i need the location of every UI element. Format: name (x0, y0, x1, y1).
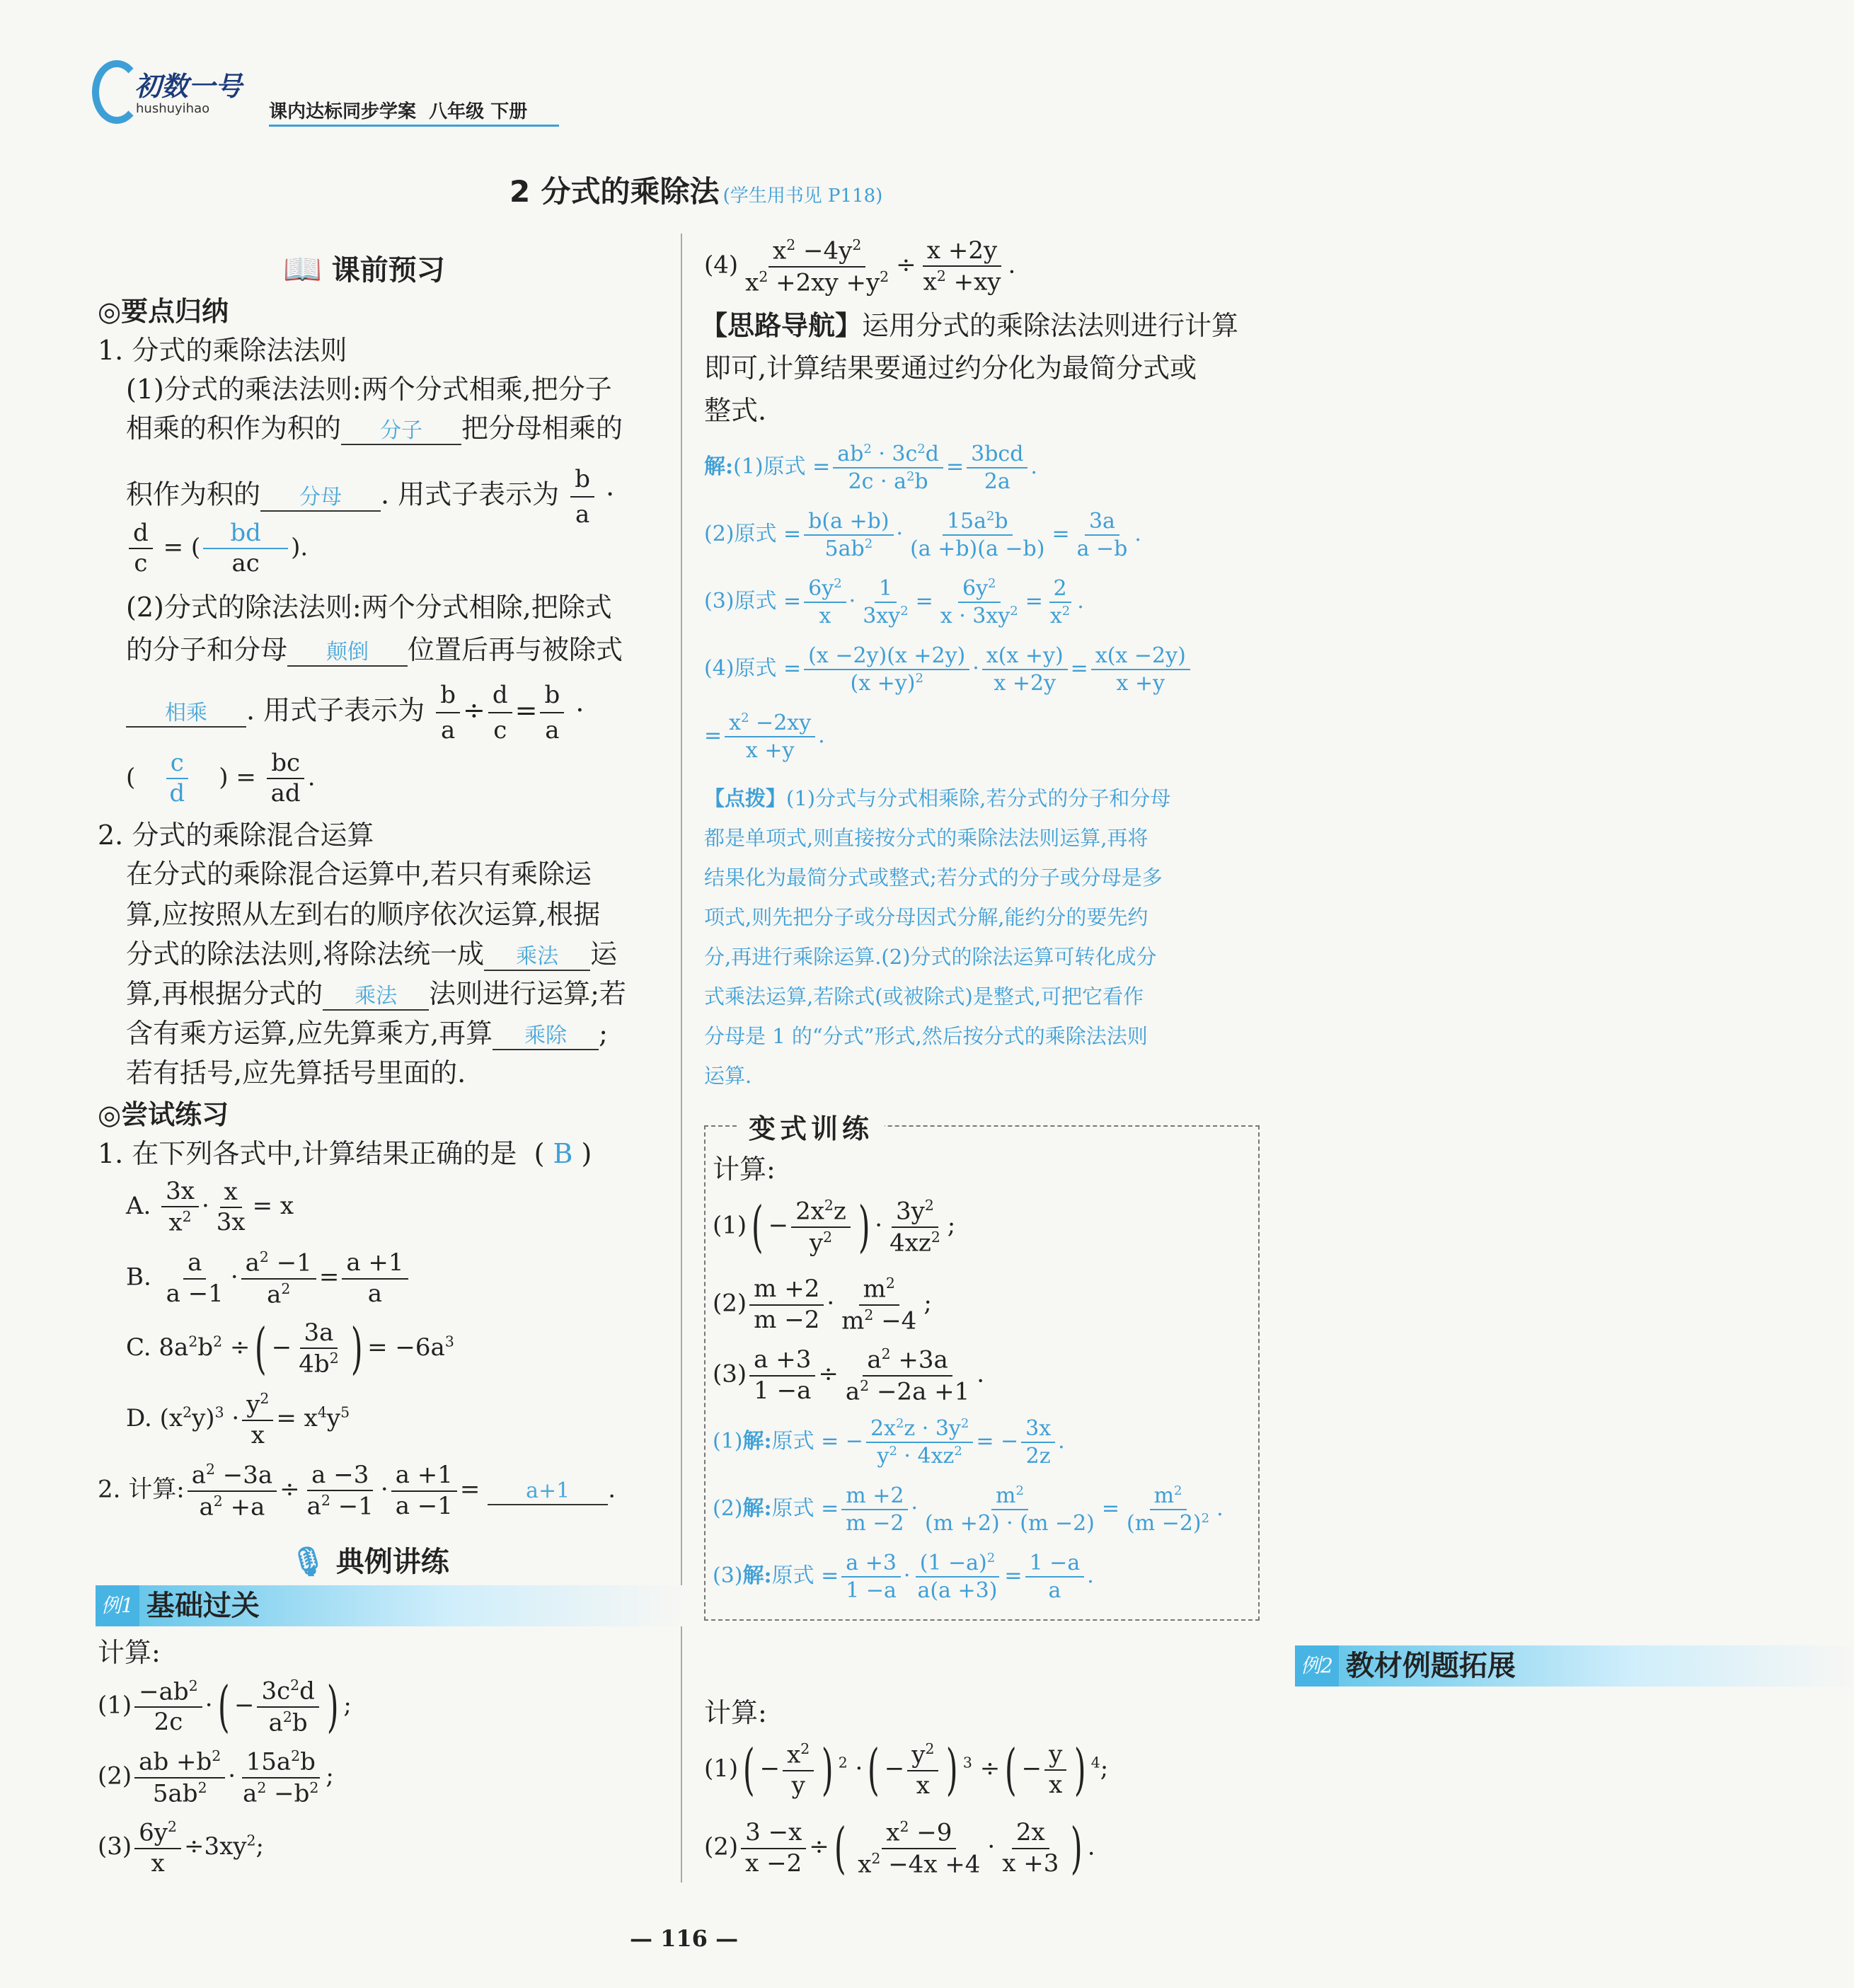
answer-blank: 乘除 (493, 1023, 599, 1050)
example1-calc: 计算: (98, 1637, 161, 1668)
variant-calc: 计算: (713, 1154, 776, 1185)
hint-line3: 整式. (704, 395, 767, 426)
solution-4b: = $\frac{x^2 -2xy}{x +y}$ . (704, 711, 825, 763)
mult-rule-line3: 积作为积的 分母 . 用式子表示为 $\frac{b}{a}$ · (126, 465, 615, 529)
preview-heading: 📖 课前预习 (283, 251, 445, 287)
mult-rule-line1: (1)分式的乘法法则:两个分式相乘,把分子 (126, 374, 612, 405)
mix-line3: 分式的除法法则,将除法统一成 乘法 运 (126, 938, 618, 970)
answer-blank: 乘法 (323, 984, 429, 1011)
question-1: 1. 在下列各式中,计算结果正确的是 ( B ) (98, 1138, 592, 1169)
header (92, 60, 559, 131)
example1-item1: (1) $\frac{-ab^2}{2c}$ ·( − $\frac{3c^2d}{a^2b}$ ) ; (98, 1674, 352, 1739)
variant-solution3: (3)解:原式 = $\frac{a +3}{1 -a}$ · $\frac{(1 -a)^2}{a(a +3)}$ = $\frac{1 -a}{a}$ . (713, 1551, 1094, 1603)
mix-line2: 算,应按照从左到右的顺序依次运算,根据 (126, 899, 601, 930)
variant-box (704, 1113, 1260, 1621)
answer-blank: 分子 (341, 418, 461, 445)
answer-blank: 分母 (260, 485, 381, 512)
try-title: ◎尝试练习 (98, 1098, 229, 1130)
variant-title: 变式训练 (737, 1107, 885, 1146)
hint-line1: 【思路导航】运用分式的乘除法法则进行计算 (701, 309, 1239, 341)
option-a: A. $\frac{3x}{x^2}$ · $\frac{x}{3x}$ = x (126, 1177, 294, 1237)
solution-4: (4)原式 = $\frac{(x -2y)(x +2y)}{(x +y)^2}$ · $\frac{x(x +y)}{x +2y}$ = $\frac{x(x -2y)}{x +y}$ (704, 644, 1193, 695)
logo-pinyin: hushuyihao (136, 101, 210, 116)
question-2: 2. 计算: $\frac{a^2 -3a}{a^2 +a}$ ÷ $\frac{a -3}{a^2 -1}$ · $\frac{a +1}{a -1}$ = a+1 . (98, 1460, 616, 1522)
page-number: — 116 — (630, 1925, 739, 1952)
answer-blank: a+1 (488, 1478, 608, 1505)
div-formula: ( $\frac{c}{d}$ ) = $\frac{bc}{ad}$ . (126, 749, 316, 808)
summary-title: ◎要点归纳 (98, 295, 229, 327)
tip-block: 【点拨】(1)分式与分式相乘除,若分式的分子和分母 都是单项式,则直接按分式的乘除法法则运算,再将 结果化为最简分式或整式;若分式的分子或分母是多 项式,则先把分子或分母因式分解,能约分的要先约 分,再进行乘除运算.(2)分式的除法运算可转化成分 式乘法运算,若除式(或被除式)是整式,可把它看作 分母是 1 的“分式”形式,然后按分式的乘除法法则 运算. (704, 786, 1171, 1088)
mix-line6: 若有括号,应先算括号里面的. (126, 1057, 466, 1088)
mult-rule-line2: 相乘的积作为积的 分子 把分母相乘的 (126, 413, 623, 444)
variant-item3: (3) $\frac{a +3}{1 -a}$ ÷ $\frac{a^2 +3a}{a^2 -2a +1}$ . (713, 1345, 985, 1406)
mix-line4: 算,再根据分式的 乘法 法则进行运算;若 (126, 978, 626, 1009)
solution-1: 解:(1)原式 = $\frac{ab^2 \cdot 3c^2d}{2c \cdot a^2b}$ = 3bcd 2a . (704, 442, 1037, 494)
header-series: 课内达标同步学案 八年级 下册 (269, 97, 559, 127)
microphone-icon: 🎙 (290, 1546, 326, 1578)
example1-band: 例1 基础过关 (96, 1585, 683, 1626)
example1-item2: (2) $\frac{ab +b^2}{5ab^2}$ · $\frac{15a^2b}{a^2 -b^2}$ ; (98, 1747, 334, 1808)
div-rule-line2: 的分子和分母 颠倒 位置后再与被除式 (126, 634, 623, 665)
example2-band: 例2 教材例题拓展 (1295, 1645, 1854, 1687)
answer-blank: 相乘 (126, 701, 246, 728)
answer-blank: 颠倒 (287, 640, 408, 667)
rule-title: 1. 分式的乘除法法则 (98, 335, 347, 366)
div-rule-line3: 相乘 . 用式子表示为 $\frac{b}{a}$ ÷ $\frac{d}{c}$ = $\frac{b}{a}$ · (126, 679, 584, 746)
option-d: D. $(x^2y)^3$ · $\frac{y^2}{x}$ = $x^4y^5$ (126, 1390, 350, 1449)
answer-blank: 乘法 (484, 944, 590, 971)
solution-2: (2)原式 = $\frac{b(a +b)}{5ab^2}$ · $\frac{15a^2b}{(a +b)(a -b)}$ = $\frac{3a}{a -b}$ . (704, 509, 1141, 561)
mult-formula: $\frac{d}{c}$ = ( $\frac{bd}{ac}$ ). (126, 520, 308, 578)
logo-text: 初数一号 (134, 71, 243, 102)
example2-calc: 计算: (704, 1697, 767, 1728)
examples-heading: 🎙 典例讲练 (290, 1546, 449, 1578)
variant-item1: (1)( − $\frac{2x^2z}{y^2}$ ) · $\frac{3y^2}{4xz^2}$ ; (713, 1195, 956, 1259)
mix-line1: 在分式的乘除混合运算中,若只有乘除运 (126, 858, 592, 890)
variant-solution2: (2)解:原式 = $\frac{m +2}{m -2}$ · $\frac{m^2}{(m +2) \cdot (m -2)}$ = $\frac{m^2}{(m -2)^2}$ . (713, 1483, 1223, 1536)
option-b: B. $\frac{a}{a -1}$ · $\frac{a^2 -1}{a^2}$ = $\frac{a +1}{a}$ (126, 1249, 411, 1308)
book-icon: 📖 (283, 251, 322, 287)
variant-item2: (2) $\frac{m +2}{m -2}$ · $\frac{m^2}{m^2 -4}$ ; (713, 1275, 932, 1335)
mix-line5: 含有乘方运算,应先算乘方,再算 乘除 ; (126, 1018, 608, 1049)
div-rule-line1: (2)分式的除法法则:两个分式相除,把除式 (126, 592, 612, 623)
column-divider (681, 234, 682, 1883)
hint-line2: 即可,计算结果要通过约分化为最简分式或 (704, 352, 1197, 384)
mix-title: 2. 分式的乘除混合运算 (98, 820, 374, 851)
option-c: C. $8a^2b^2$ ÷( − $\frac{3a}{4b^2}$ ) = $-6a^3$ (126, 1317, 454, 1381)
example1-item3: (3) $\frac{6y^2}{x}$ $\div 3xy^2$; (98, 1818, 264, 1878)
lesson-title: 2 分式的乘除法 (学生用书见 P118) (509, 174, 883, 209)
solution-3: (3)原式 = $\frac{6y^2}{x}$ · $\frac{1}{3xy^2}$ = $\frac{6y^2}{x \cdot 3xy^2}$ = $\frac{2}{x^2}$ . (704, 576, 1084, 628)
variant-solution1: (1)解:原式 = − $\frac{2x^2z \cdot 3y^2}{y^2 \cdot 4xz^2}$ = − $\frac{3x}{2z}$ . (713, 1416, 1065, 1469)
example2-item2: (2) $\frac{3 -x}{x -2}$ ÷( $\frac{x^2 -9}{x^2 -4x +4}$ · $\frac{2x}{x +3}$ ) . (704, 1816, 1095, 1880)
example1-item4: (4) $\frac{x^2 -4y^2}{x^2 +2xy +y^2}$ ÷ $\frac{x +2y}{x^2 +xy}$ . (704, 236, 1016, 297)
example2-item1: (1)( − $\frac{x^2}{y}$ ) $^2$ ·( − $\frac{y^2}{x}$ ) $^3$ ÷( − $\frac{y}{x}$ ) $^4$; (704, 1738, 1109, 1803)
